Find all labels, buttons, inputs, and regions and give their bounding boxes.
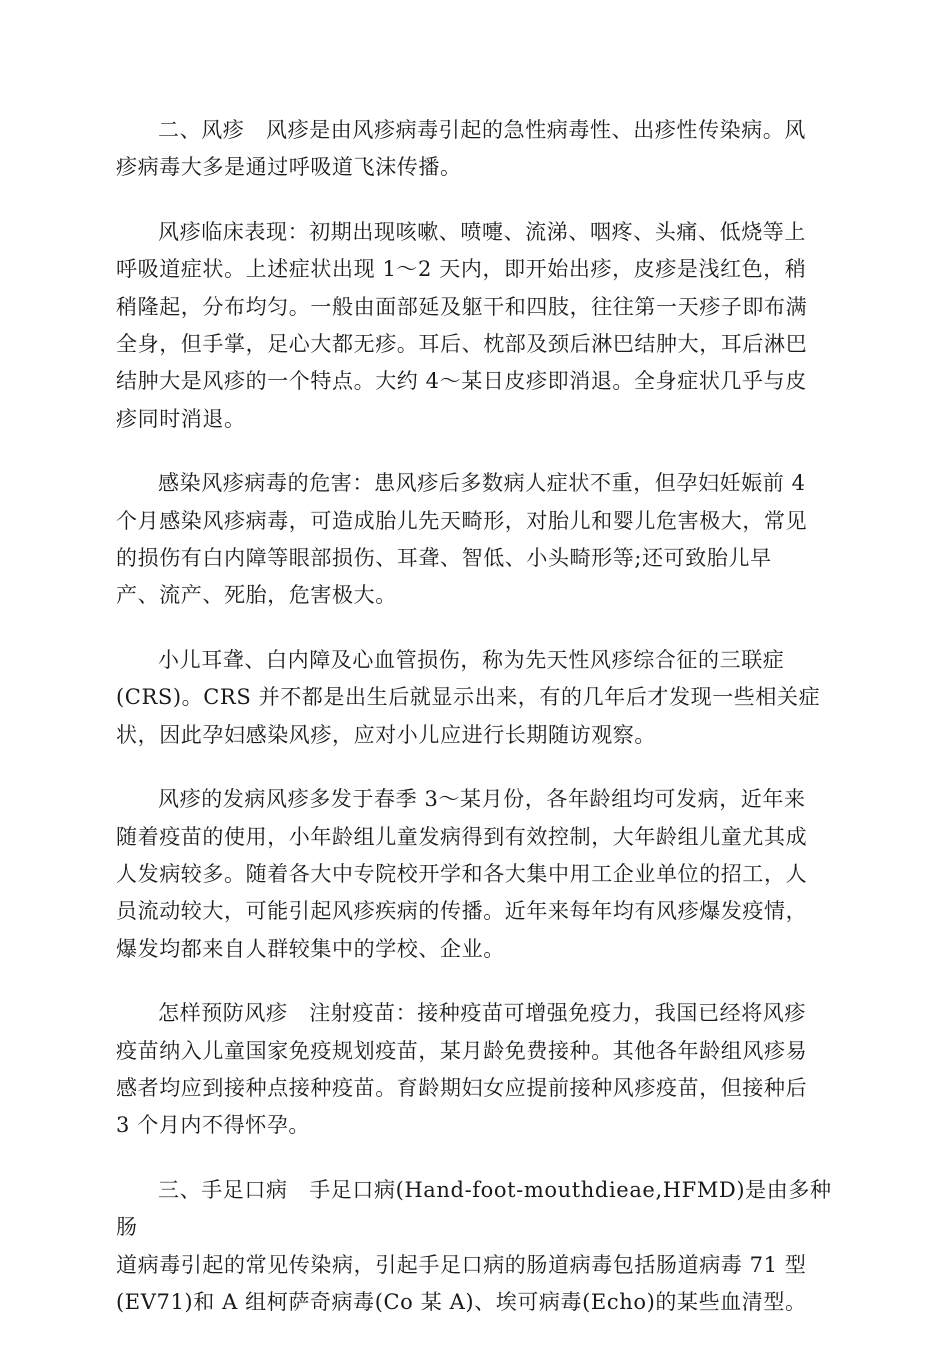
paragraph-rubella-harm: 感染风疹病毒的危害：患风疹后多数病人症状不重，但孕妇妊娠前 4 个月感染风疹病毒，可造成胎儿先天畸形，对胎儿和婴儿危害极大，常见 的损伤有白内障等眼部损伤、耳聋、智低、小头畸形等;还可致胎儿早 产、流产、死胎，危害极大。: [116, 471, 808, 608]
paragraph-rubella-symptoms: 风疹临床表现：初期出现咳嗽、喷嚏、流涕、咽疼、头痛、低烧等上 呼吸道症状。上述症状出现 1～2 天内，即开始出疹，皮疹是浅红色，稍 稍隆起，分布均匀。一般由面部延及躯干和四肢，往往第一天疹子即布满 全身，但手掌，足心大都无疹。耳后、枕部及颈后淋巴结肿大，耳后淋巴 结肿大是风疹的一个特点。大约 4～某日皮疹即消退。全身症状几乎与皮 疹同时消退。: [116, 219, 808, 431]
paragraph-rubella-intro: 二、风疹 风疹是由风疹病毒引起的急性病毒性、出疹性传染病。风 疹病毒大多是通过呼吸道飞沫传播。: [116, 118, 806, 180]
paragraph-crs: 小儿耳聋、白内障及心血管损伤，称为先天性风疹综合征的三联症 (CRS)。CRS 并不都是出生后就显示出来，有的几年后才发现一些相关症 状，因此孕妇感染风疹，应对小儿应进行长期随访观察。: [116, 647, 821, 747]
paragraph-rubella-onset: 风疹的发病风疹多发于春季 3～某月份，各年龄组均可发病，近年来 随着疫苗的使用，小年龄组儿童发病得到有效控制，大年龄组儿童尤其成 人发病较多。随着各大中专院校开学和各大集中用工企业单位的招工，人 员流动较大，可能引起风疹疾病的传播。近年来每年均有风疹爆发疫情， 爆发均都来自人群较集中的学校、企业。: [116, 787, 808, 961]
paragraph-rubella-prevention: 怎样预防风疹 注射疫苗：接种疫苗可增强免疫力，我国已经将风疹 疫苗纳入儿童国家免疫规划疫苗，某月龄免费接种。其他各年龄组风疹易 感者均应到接种点接种疫苗。育龄期妇女应提前接种风疹疫苗，但接种后 3 个月内不得怀孕。: [116, 1001, 808, 1138]
document-body: [116, 112, 836, 1348]
paragraph-hfmd-intro: 三、手足口病 手足口病(Hand-foot-mouthdieae,HFMD)是由多种肠 道病毒引起的常见传染病，引起手足口病的肠道病毒包括肠道病毒 71 型 (EV71)和 A 组柯萨奇病毒(Co 某 A)、埃可病毒(Echo)的某些血清型。: [116, 1177, 832, 1314]
